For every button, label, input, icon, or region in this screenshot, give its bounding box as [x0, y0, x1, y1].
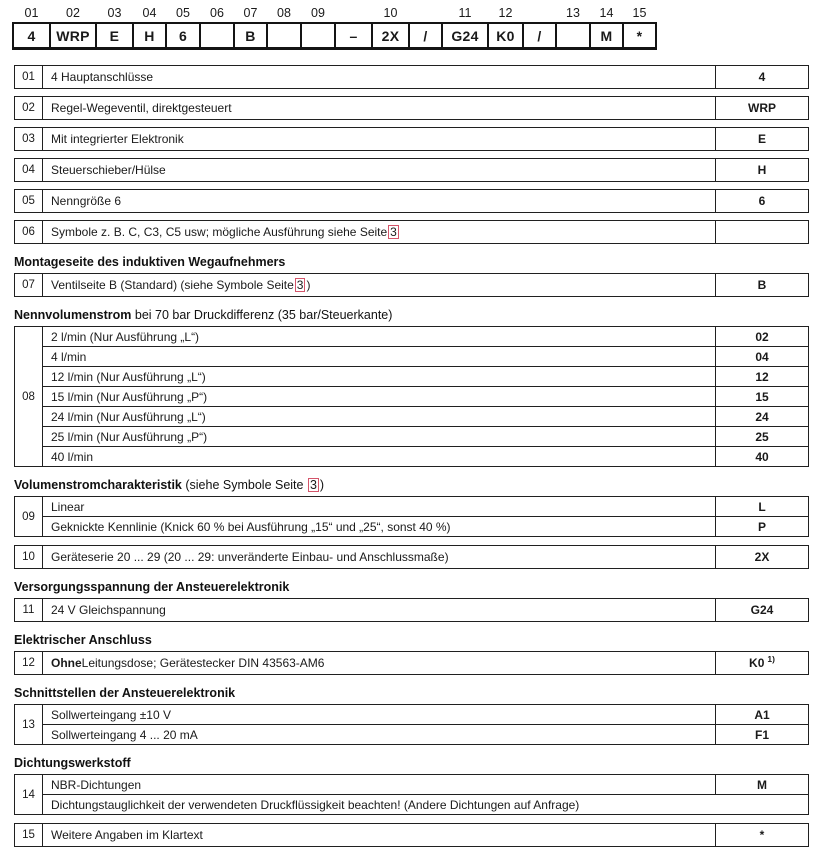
position-number: 10	[15, 546, 43, 568]
row-code: 24	[715, 407, 808, 426]
row-code: H	[715, 159, 808, 181]
table-row	[43, 446, 808, 466]
table-row-note	[43, 794, 808, 814]
table-row	[43, 652, 808, 674]
page-link[interactable]: 3	[390, 225, 397, 239]
position-number: 12	[15, 652, 43, 674]
table-row	[43, 221, 808, 243]
position-group-12	[14, 651, 809, 675]
row-description: Geräteserie 20 ... 29 (20 ... 29: unveränderte Einbau- und Anschlussmaße)	[51, 550, 449, 564]
position-label: 08	[277, 6, 291, 20]
code-cell: 2X	[372, 23, 409, 49]
code-cell: M	[590, 23, 623, 49]
position-number: 13	[15, 705, 43, 744]
position-number: 08	[15, 327, 43, 466]
table-row	[43, 775, 808, 794]
row-code	[715, 221, 808, 243]
row-description: 24 V Gleichspannung	[51, 603, 166, 617]
row-description: Regel-Wegeventil, direktgesteuert	[51, 101, 232, 115]
row-code: 25	[715, 427, 808, 446]
row-description: Mit integrierter Elektronik	[51, 132, 184, 146]
position-label: 06	[210, 6, 224, 20]
position-number: 02	[15, 97, 43, 119]
row-description: 15 l/min (Nur Ausführung „P“)	[51, 389, 208, 404]
row-description: 25 l/min (Nur Ausführung „P“)	[51, 429, 208, 444]
row-description: Ohne Leitungsdose; Gerätestecker DIN 43563-AM6	[51, 656, 325, 670]
section-heading: Schnittstellen der Ansteuerelektronik	[14, 686, 236, 700]
row-description: Steuerschieber/Hülse	[51, 163, 166, 177]
position-number: 11	[15, 599, 43, 621]
row-description: Sollwerteingang 4 ... 20 mA	[51, 727, 198, 742]
code-cell: B	[234, 23, 267, 49]
table-row	[43, 824, 808, 846]
table-row	[43, 426, 808, 446]
section-heading: Montageseite des induktiven Wegaufnehmers	[14, 255, 286, 269]
table-row	[43, 366, 808, 386]
row-description: 24 l/min (Nur Ausführung „L“)	[51, 409, 206, 424]
position-group-04	[14, 158, 809, 182]
position-group-05	[14, 189, 809, 213]
row-code: F1	[715, 725, 808, 744]
section-heading: Dichtungswerkstoff	[14, 756, 131, 770]
table-row	[43, 274, 808, 296]
row-code: L	[715, 497, 808, 516]
position-label	[523, 4, 556, 23]
position-number: 04	[15, 159, 43, 181]
type-code-table	[12, 4, 657, 50]
table-row	[43, 724, 808, 744]
row-code: P	[715, 517, 808, 536]
row-code: 02	[715, 327, 808, 346]
code-cell: 4	[13, 23, 50, 49]
position-group-07	[14, 273, 809, 297]
row-description: Linear	[51, 499, 85, 514]
row-code: 04	[715, 347, 808, 366]
row-code: *	[715, 824, 808, 846]
position-group-14	[14, 774, 809, 815]
section-heading: Nennvolumenstrom bei 70 bar Druckdifferenz (35 bar/Steuerkante)	[14, 308, 393, 322]
table-row	[43, 66, 808, 88]
section-heading: Versorgungsspannung der Ansteuerelektronik	[14, 580, 290, 594]
position-label: 04	[142, 6, 157, 20]
row-code: 4	[715, 66, 808, 88]
table-row	[43, 97, 808, 119]
position-label	[335, 4, 372, 23]
code-cell	[267, 23, 301, 49]
position-label	[409, 4, 442, 23]
position-number: 05	[15, 190, 43, 212]
row-description: 2 l/min (Nur Ausführung „L“)	[51, 329, 200, 344]
code-separator-cell: /	[523, 23, 556, 49]
row-code: A1	[715, 705, 808, 724]
section-heading: Volumenstromcharakteristik (siehe Symbole Seite 3 )	[14, 478, 325, 492]
position-label: 15	[632, 6, 647, 20]
row-description: 40 l/min	[51, 449, 94, 464]
position-group-01	[14, 65, 809, 89]
position-group-11	[14, 598, 809, 622]
row-description: Nenngröße 6	[51, 194, 122, 208]
position-label: 07	[243, 6, 258, 20]
row-description: 12 l/min (Nur Ausführung „L“)	[51, 369, 206, 384]
row-description: Weitere Angaben im Klartext	[51, 828, 203, 842]
table-row	[43, 705, 808, 724]
position-label: 09	[311, 6, 325, 20]
position-number: 03	[15, 128, 43, 150]
position-label: 05	[176, 6, 190, 20]
table-row	[43, 546, 808, 568]
position-number: 06	[15, 221, 43, 243]
position-number: 01	[15, 66, 43, 88]
row-code: K0 1)	[715, 652, 808, 674]
position-group-13	[14, 704, 809, 745]
row-code: 12	[715, 367, 808, 386]
row-description: NBR-Dichtungen	[51, 777, 142, 792]
position-label: 12	[498, 6, 513, 20]
position-label: 13	[566, 6, 580, 20]
table-row	[43, 599, 808, 621]
code-separator-cell: –	[335, 23, 372, 49]
row-description: Geknickte Kennlinie (Knick 60 % bei Ausführung „15“ und „25“, sonst 40 %)	[51, 519, 451, 534]
code-values-row	[13, 23, 656, 49]
section-heading: Elektrischer Anschluss	[14, 633, 152, 647]
row-code: 2X	[715, 546, 808, 568]
page-link[interactable]: 3	[309, 478, 317, 492]
row-code: M	[715, 775, 808, 794]
code-cell	[301, 23, 335, 49]
code-cell: 6	[166, 23, 200, 49]
table-row	[43, 190, 808, 212]
position-label: 10	[383, 6, 398, 20]
row-description: Sollwerteingang ±10 V	[51, 707, 171, 722]
table-row	[43, 128, 808, 150]
table-row	[43, 406, 808, 426]
position-label: 02	[66, 6, 80, 20]
table-row	[43, 327, 808, 346]
position-label: 14	[599, 6, 614, 20]
row-description: Dichtungstauglichkeit der verwendeten Druckflüssigkeit beachten! (Andere Dichtungen auf Anfrage)	[51, 797, 580, 812]
row-code: 40	[715, 447, 808, 466]
position-group-02	[14, 96, 809, 120]
position-number: 09	[15, 497, 43, 536]
row-code: E	[715, 128, 808, 150]
code-cell: H	[133, 23, 166, 49]
position-group-15	[14, 823, 809, 847]
code-cell: WRP	[50, 23, 96, 49]
table-row	[43, 497, 808, 516]
position-label: 03	[107, 6, 122, 20]
position-group-10	[14, 545, 809, 569]
row-code: WRP	[715, 97, 808, 119]
row-description: 4 Hauptanschlüsse	[51, 70, 154, 84]
position-group-08	[14, 326, 809, 467]
position-number: 14	[15, 775, 43, 814]
code-cell: G24	[442, 23, 488, 49]
position-labels-row	[13, 4, 656, 23]
code-cell: E	[96, 23, 133, 49]
position-number: 07	[15, 274, 43, 296]
footnote-marker: 1)	[767, 654, 775, 664]
table-row	[43, 159, 808, 181]
position-label: 01	[24, 6, 39, 20]
position-group-09	[14, 496, 809, 537]
row-code: 15	[715, 387, 808, 406]
position-number: 15	[15, 824, 43, 846]
row-code: 6	[715, 190, 808, 212]
row-description: 4 l/min	[51, 349, 87, 364]
table-row	[43, 386, 808, 406]
code-cell	[200, 23, 234, 49]
position-label: 11	[458, 6, 472, 20]
page-link[interactable]: 3	[296, 278, 304, 292]
code-separator-cell: /	[409, 23, 442, 49]
row-code: G24	[715, 599, 808, 621]
row-description: Symbole z. B. C, C3, C5 usw; mögliche Ausführung siehe Seite 3	[51, 225, 397, 239]
row-code: B	[715, 274, 808, 296]
code-cell	[556, 23, 590, 49]
position-group-03	[14, 127, 809, 151]
code-cell: K0	[488, 23, 523, 49]
table-row	[43, 346, 808, 366]
position-group-06	[14, 220, 809, 244]
code-cell: *	[623, 23, 656, 49]
row-description: Ventilseite B (Standard) (siehe Symbole Seite 3 )	[51, 278, 311, 292]
table-row	[43, 516, 808, 536]
